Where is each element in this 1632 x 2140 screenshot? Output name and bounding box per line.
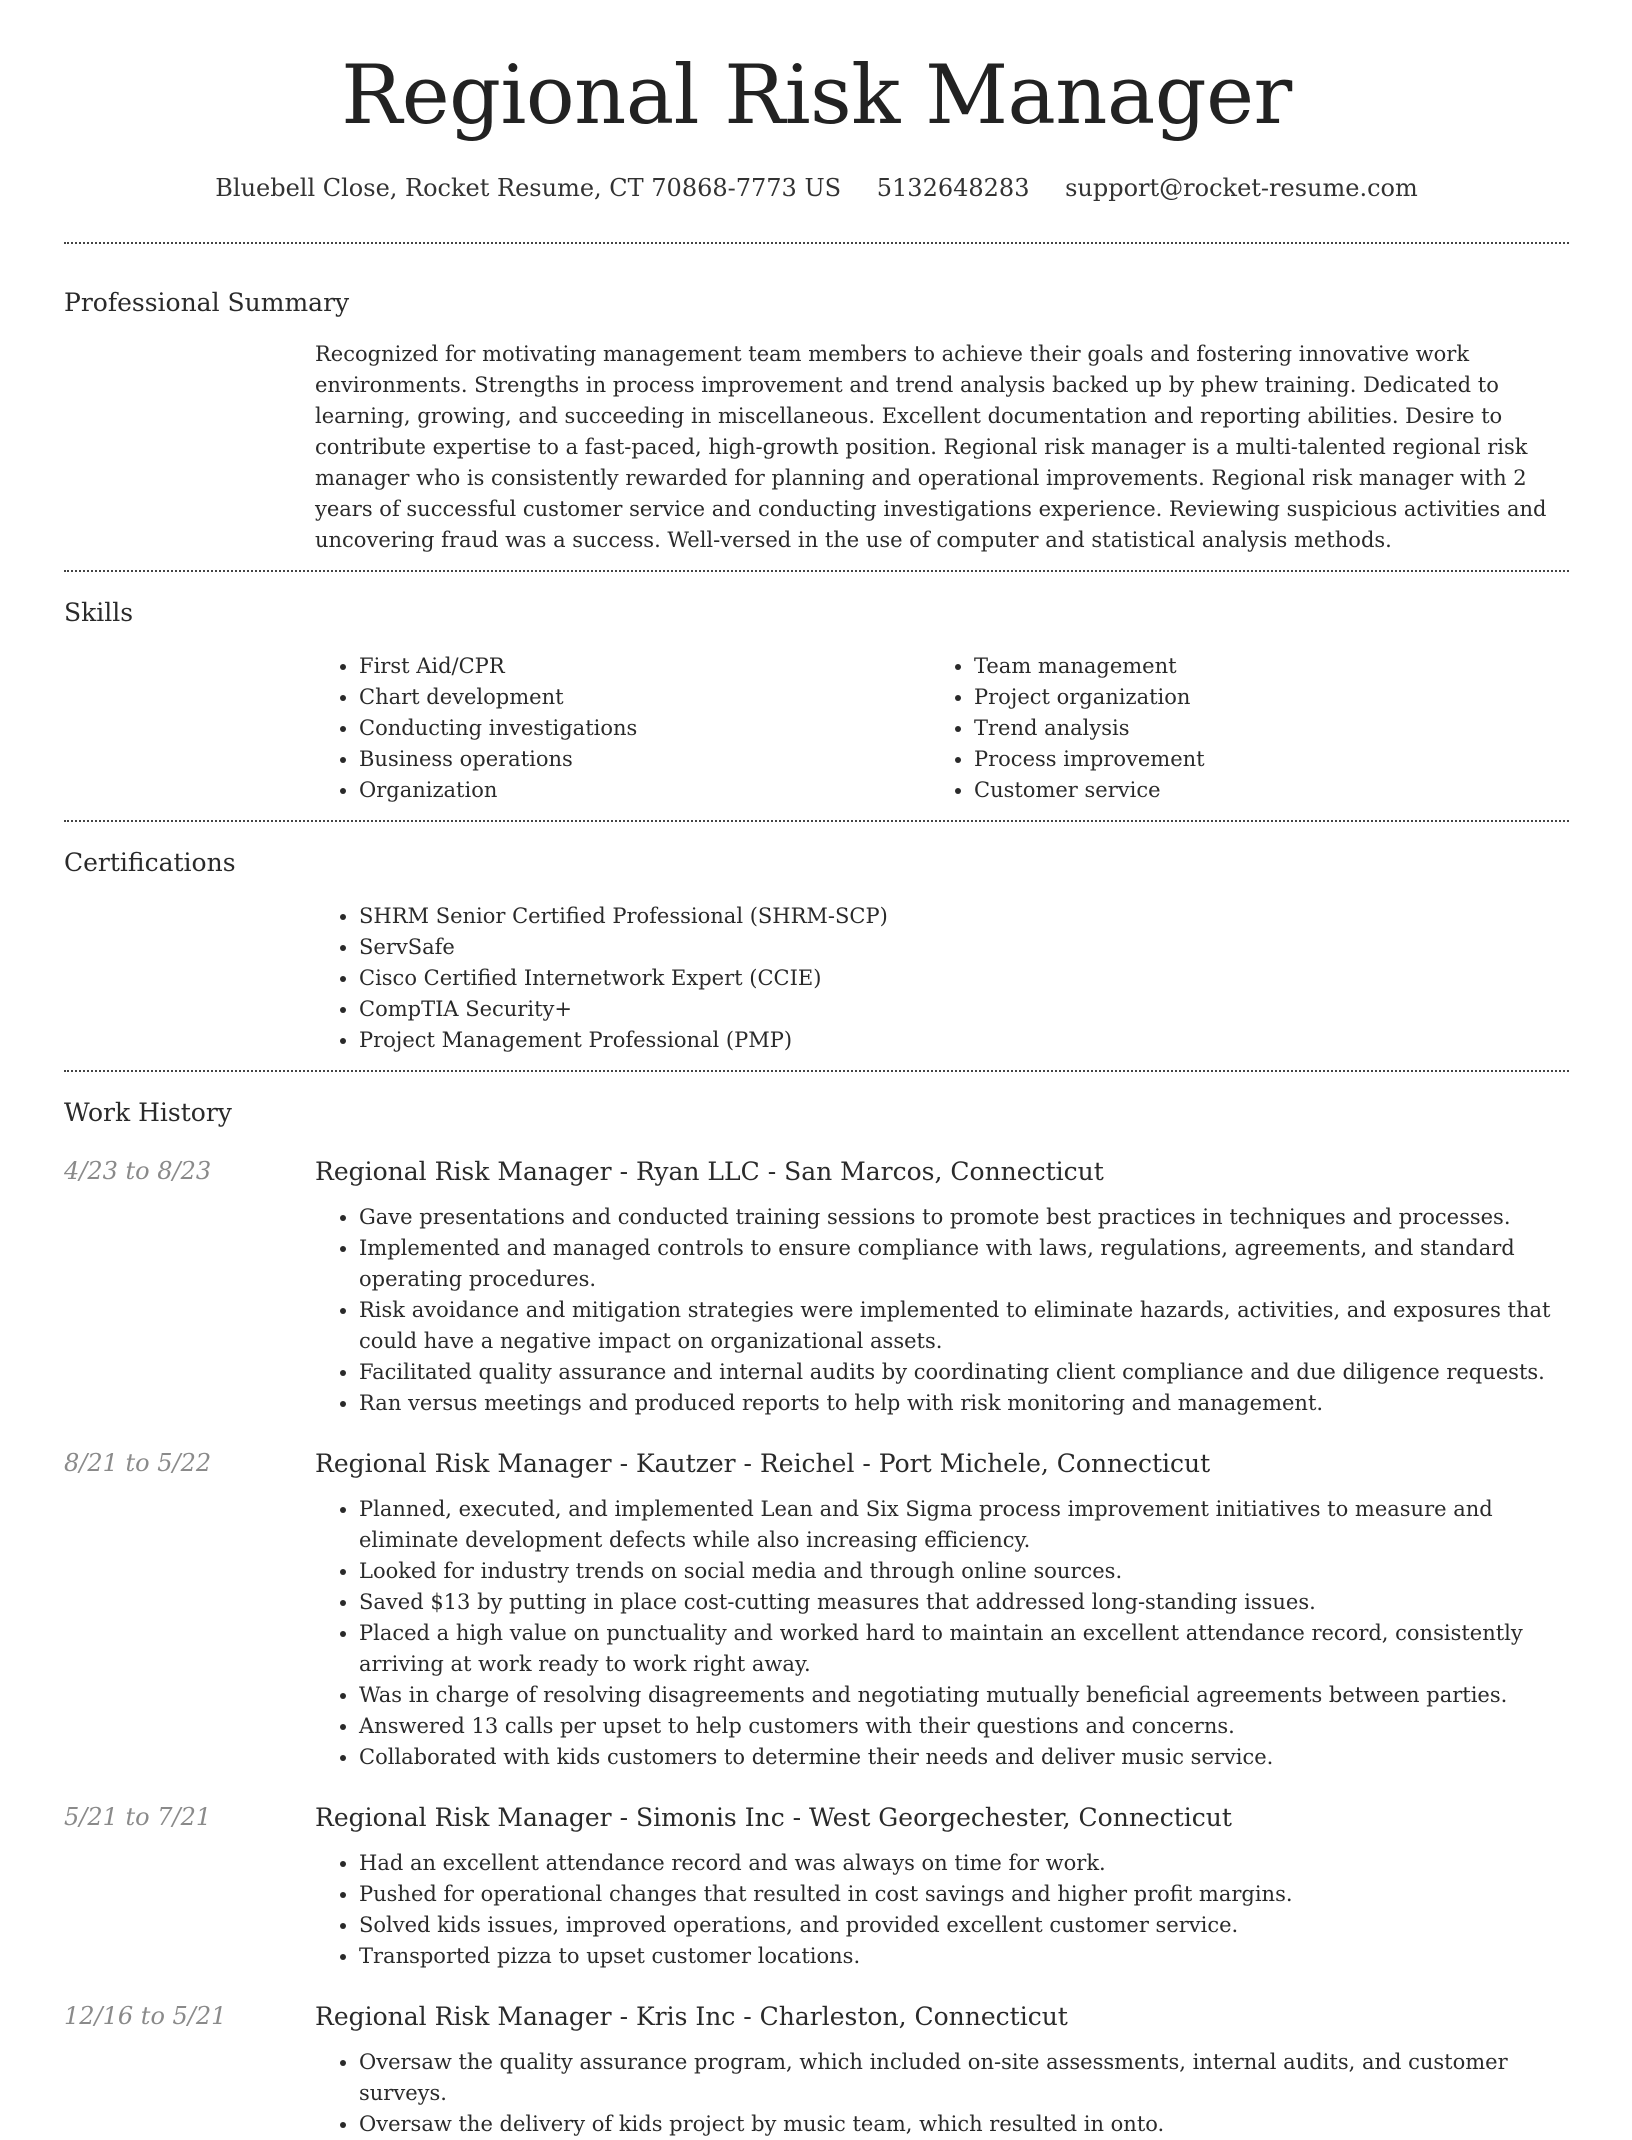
job-dates: 4/23 to 8/23: [64, 1157, 212, 1185]
section-title-summary: Professional Summary: [64, 288, 350, 317]
skills-section: [64, 572, 1569, 806]
job-bullets: [315, 2047, 1569, 2140]
job-bullet: • Looked for industry trends on social media and through online sources.: [359, 1556, 1569, 1587]
job-bullet: • Oversaw the delivery of kids project by music team, which resulted in onto.: [359, 2109, 1569, 2140]
skill-item: • Trend analysis: [974, 713, 1545, 744]
job-bullet: • Answered 13 calls per upset to help customers with their questions and concerns.: [359, 1711, 1569, 1742]
job-bullet: • Was in charge of resolving disagreements and negotiating mutually beneficial agreements between parties.: [359, 1680, 1569, 1711]
skill-item: • Customer service: [974, 775, 1545, 806]
job-bullet: • Collaborated with kids customers to determine their needs and deliver music service.: [359, 1742, 1569, 1773]
job-entry: [64, 1449, 1569, 1773]
job-bullets: [315, 1202, 1569, 1419]
certifications-list: [315, 901, 1569, 1056]
job-bullet: • Facilitated quality assurance and internal audits by coordinating client compliance and due diligence requests.: [359, 1357, 1569, 1388]
job-heading: Regional Risk Manager - Simonis Inc - West Georgechester, Connecticut: [315, 1803, 1232, 1832]
certification-item: • CompTIA Security+: [359, 994, 1569, 1025]
job-entry: [64, 2002, 1569, 2140]
certification-item: • ServSafe: [359, 932, 1569, 963]
skill-item: • First Aid/CPR: [359, 651, 930, 682]
certification-item: • Cisco Certified Internetwork Expert (CCIE): [359, 963, 1569, 994]
job-dates: 5/21 to 7/21: [64, 1803, 212, 1831]
skills-list-right: [930, 651, 1545, 806]
job-entry: [64, 1157, 1569, 1419]
job-bullets: [315, 1848, 1569, 1972]
section-title-work-history: Work History: [64, 1098, 232, 1127]
job-bullet: • Had an excellent attendance record and was always on time for work.: [359, 1848, 1569, 1879]
skill-item: • Conducting investigations: [359, 713, 930, 744]
contact-email: support@rocket-resume.com: [1065, 174, 1418, 202]
contact-address: Bluebell Close, Rocket Resume, CT 70868-7773 US: [215, 174, 842, 202]
certification-item: • SHRM Senior Certified Professional (SHRM-SCP): [359, 901, 1569, 932]
job-bullets: [315, 1494, 1569, 1773]
skill-item: • Organization: [359, 775, 930, 806]
job-bullet: • Implemented and managed controls to ensure compliance with laws, regulations, agreements, and standard operating procedures.: [359, 1233, 1569, 1295]
job-bullet: • Transported pizza to upset customer locations.: [359, 1941, 1569, 1972]
skill-item: • Project organization: [974, 682, 1545, 713]
summary-section: [64, 244, 1569, 556]
job-bullet: • Placed a high value on punctuality and worked hard to maintain an excellent attendance record, consistently arriving at work ready to work right away.: [359, 1618, 1569, 1680]
certifications-section: [64, 822, 1569, 1056]
skill-item: • Team management: [974, 651, 1545, 682]
job-bullet: • Pushed for operational changes that resulted in cost savings and higher profit margins.: [359, 1879, 1569, 1910]
section-title-skills: Skills: [64, 598, 134, 627]
job-heading: Regional Risk Manager - Kris Inc - Charleston, Connecticut: [315, 2002, 1068, 2031]
job-bullet: • Saved $13 by putting in place cost-cutting measures that addressed long-standing issues.: [359, 1587, 1569, 1618]
skill-item: • Process improvement: [974, 744, 1545, 775]
contact-line: [64, 174, 1569, 202]
job-bullet: • Ran versus meetings and produced reports to help with risk monitoring and management.: [359, 1388, 1569, 1419]
job-bullet: • Planned, executed, and implemented Lean and Six Sigma process improvement initiatives to measure and eliminate development defects while also increasing efficiency.: [359, 1494, 1569, 1556]
job-entry: [64, 1803, 1569, 1972]
job-dates: 12/16 to 5/21: [64, 2002, 227, 2030]
job-heading: Regional Risk Manager - Kautzer - Reichel - Port Michele, Connecticut: [315, 1449, 1211, 1478]
section-title-certifications: Certifications: [64, 848, 236, 877]
job-bullet: • Gave presentations and conducted training sessions to promote best practices in techniques and processes.: [359, 1202, 1569, 1233]
work-history-section: [64, 1072, 1569, 2140]
skill-item: • Chart development: [359, 682, 930, 713]
resume-page: [64, 0, 1569, 2140]
job-dates: 8/21 to 5/22: [64, 1449, 212, 1477]
skills-list-left: [315, 651, 930, 806]
certification-item: • Project Management Professional (PMP): [359, 1025, 1569, 1056]
job-bullet: • Risk avoidance and mitigation strategies were implemented to eliminate hazards, activities, and exposures that could have a negative impact on organizational assets.: [359, 1295, 1569, 1357]
job-bullet: • Solved kids issues, improved operations, and provided excellent customer service.: [359, 1910, 1569, 1941]
job-heading: Regional Risk Manager - Ryan LLC - San Marcos, Connecticut: [315, 1157, 1104, 1186]
contact-phone: 5132648283: [876, 174, 1030, 202]
summary-text: Recognized for motivating management team members to achieve their goals and fostering innovative work environments. Strengths in process improvement and trend analysis backed up by phew training. Dedicated to learning, growing, and succeeding in miscellaneous. Excellent documentation and reporting abilities. Desire to contribute expertise to a fast-paced, high-growth position. Regional risk manager is a multi-talented regional risk manager who is consistently rewarded for planning and operational improvements. Regional risk manager with 2 years of successful customer service and conducting investigations experience. Reviewing suspicious activities and uncovering fraud was a success. Well-versed in the use of computer and statistical analysis methods.: [315, 342, 1547, 552]
skill-item: • Business operations: [359, 744, 930, 775]
resume-name: Regional Risk Manager: [341, 49, 1292, 143]
skills-grid: [315, 651, 1569, 806]
job-bullet: • Oversaw the quality assurance program, which included on-site assessments, internal audits, and customer surveys.: [359, 2047, 1569, 2109]
